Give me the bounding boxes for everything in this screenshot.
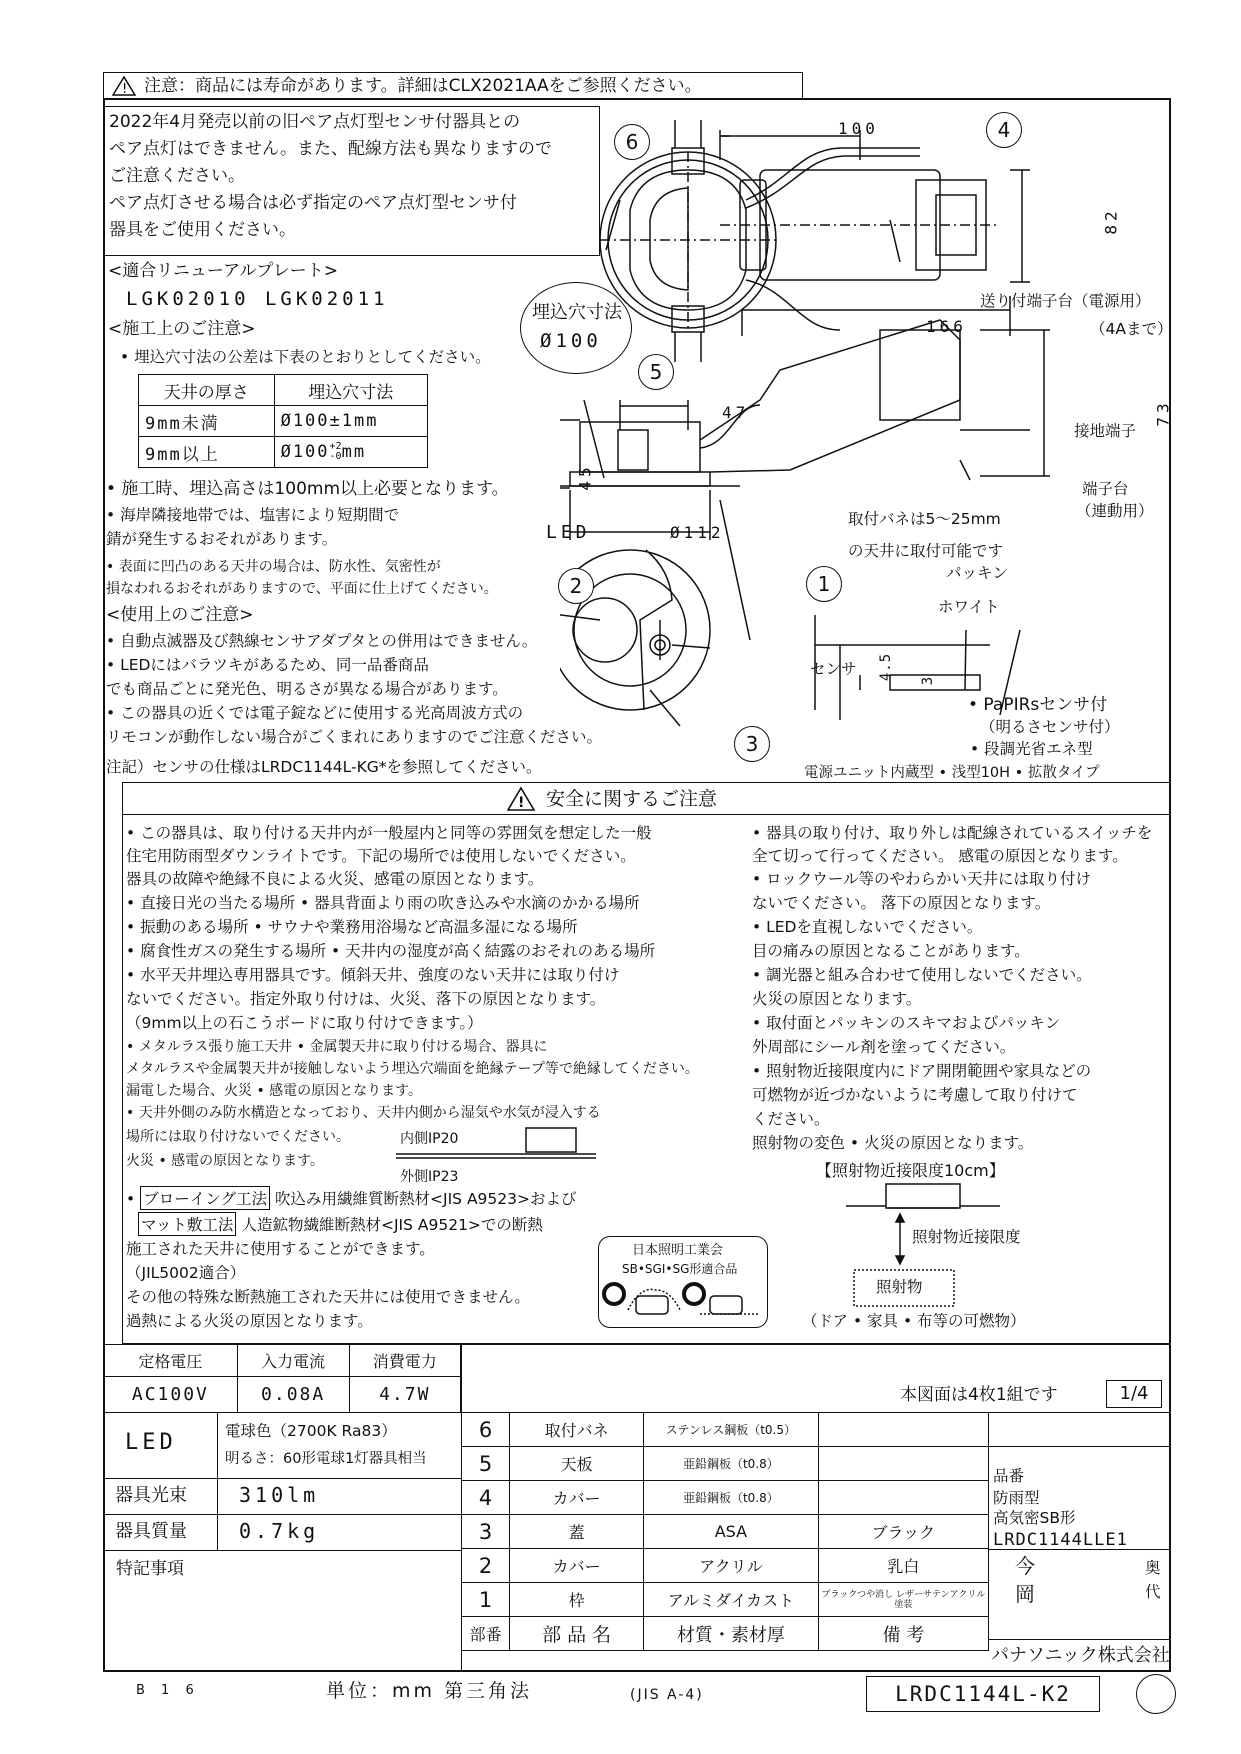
part2-material: アクリル	[644, 1549, 819, 1583]
tol-unit: mm	[341, 442, 367, 462]
insulation-icon	[600, 1280, 764, 1324]
safety-right-4: ないでください。 落下の原因となります。	[752, 894, 1051, 912]
spec-voltage: AC100V	[104, 1377, 238, 1413]
safety-right-10: 外周部にシール剤を塗ってください。	[752, 1038, 1016, 1056]
part6-material: ステンレス鋼板（t0.5）	[644, 1413, 819, 1447]
part2-name: カバー	[510, 1549, 644, 1583]
row2-hole	[274, 437, 427, 468]
construction-note-2: • 海岸隣接地帯では、塩害により短期間で	[106, 506, 400, 524]
part2-note: 乳白	[818, 1549, 988, 1583]
spec-flux-row	[103, 1478, 461, 1515]
top-notice-text: 注意：商品には寿命があります。詳細はCLX2021AAをご参照ください。	[144, 76, 702, 96]
part4-name: カバー	[510, 1481, 644, 1515]
part6-note	[818, 1413, 988, 1447]
spec-current: 0.08A	[237, 1377, 349, 1413]
blowing-method-tag: ブローイング工法	[140, 1186, 270, 1210]
safety-title-rule	[122, 814, 1170, 815]
spec-header-current: 入力電流	[237, 1345, 349, 1377]
product-type-1: 防雨型	[993, 1489, 1040, 1507]
blowing-text: 吹込み用繊維質断熱材<JIS A9523>および	[275, 1190, 577, 1208]
spec-led-divider	[217, 1412, 218, 1478]
usage-note-4: • この器具の近くでは電子錠などに使用する光高周波方式の	[106, 704, 524, 722]
pair-notice-box	[103, 106, 600, 256]
part1-material: アルミダイカスト	[644, 1583, 819, 1617]
renewal-models: LGK02010 LGK02011	[126, 288, 389, 310]
spring-label-2: の天井に取付可能です	[848, 542, 1004, 560]
after-3: その他の特殊な断熱施工された天井には使用できません。	[126, 1288, 530, 1306]
parts-header-material: 材質・素材厚	[644, 1617, 819, 1651]
spec-mass-label: 器具質量	[115, 1521, 187, 1542]
mat-text: 人造鉱物繊維断熱材<JIS A9521>での断熱	[241, 1216, 543, 1234]
svg-text:!: !	[122, 82, 128, 97]
part3-material: ASA	[644, 1515, 819, 1549]
part3-no: 3	[462, 1515, 510, 1549]
safety-right-1: • 器具の取り付け、取り外しは配線されているスイッチを	[752, 824, 1153, 842]
after-4: 過熱による火災の原因となります。	[126, 1312, 373, 1330]
part4-no: 4	[462, 1481, 510, 1515]
parts-header-note: 備 考	[818, 1617, 988, 1651]
dim-45: 45	[575, 463, 595, 491]
embed-label: 埋込穴寸法	[532, 302, 622, 323]
row2-thickness: 9mm以上	[139, 437, 275, 468]
safety-right-14: 照射物の変色 • 火災の原因となります。	[752, 1134, 1034, 1152]
construction-note-5: 損なわれるおそれがありますので、平面に仕上げてください。	[106, 581, 498, 597]
sign-3: 岡	[1015, 1582, 1035, 1606]
row2-tolerance	[330, 442, 342, 462]
callout-1: 1	[806, 566, 842, 602]
svg-text:!: !	[518, 795, 525, 811]
top-notice	[103, 72, 803, 99]
after-2: （JIL5002適合）	[126, 1264, 246, 1282]
mat-method-tag: マット敷工法	[138, 1212, 236, 1236]
terminal-link-label-2: （連動用）	[1076, 502, 1154, 520]
spec-mass-row	[103, 1514, 461, 1551]
usage-note-3: でも商品ごとに発光色、明るさが異なる場合があります。	[106, 680, 508, 698]
tol-sub: -0	[329, 451, 342, 462]
part5-note	[818, 1447, 988, 1481]
product-divider-1	[989, 1549, 1171, 1550]
part2-no: 2	[462, 1549, 510, 1583]
dim-3: 3	[920, 672, 937, 686]
safety-right-13: ください。	[752, 1110, 830, 1128]
spec-flux-divider	[217, 1478, 218, 1514]
ip-inner-label: 内側IP20	[400, 1131, 459, 1147]
callout-3: 3	[734, 726, 770, 762]
drawing-number: LRDC1144L-K2	[866, 1676, 1100, 1712]
safety-right-3: • ロックウール等のやわらかい天井には取り付け	[752, 870, 1091, 888]
terminal-link-label: 端子台	[1082, 480, 1129, 498]
product-block	[989, 1446, 1171, 1673]
callout-5: 5	[638, 354, 674, 390]
spec-flux-label: 器具光束	[115, 1485, 187, 1506]
product-divider-2	[989, 1639, 1171, 1640]
spec-power: 4.7W	[349, 1377, 460, 1413]
sensor-label: センサ	[810, 660, 857, 678]
dim-166: 166	[926, 317, 967, 336]
spring-label: 取付バネは5〜25mm	[848, 510, 1001, 528]
spec-mass-divider	[217, 1514, 218, 1550]
safety-left-6: • 腐食性ガスの発生する場所 • 天井内の湿度が高く結露のおそれのある場所	[126, 942, 656, 960]
embed-value: Ø100	[540, 330, 602, 352]
part3-note: ブラック	[818, 1515, 988, 1549]
dim-82: 82	[1101, 207, 1121, 235]
dim-4-5: 4.5	[878, 652, 895, 682]
feature-1: • PaPIRsセンサ付	[968, 695, 1108, 715]
construction-note-1: • 施工時、埋込高さは100mm以上必要となります。	[106, 479, 509, 499]
part5-no: 5	[462, 1447, 510, 1481]
jil-badge-label-2: SB•SGI•SG形適合品	[622, 1262, 738, 1276]
product-label: 品番	[993, 1467, 1025, 1485]
safety-right-6: 目の痛みの原因となることがあります。	[752, 942, 1030, 960]
dim-47: 47	[722, 403, 750, 422]
part3-name: 蓋	[510, 1515, 644, 1549]
jil-badge-label: 日本照明工業会	[632, 1243, 724, 1258]
company: パナソニック株式会社	[991, 1645, 1170, 1666]
safety-warning-icon	[507, 786, 535, 816]
part4-note	[818, 1481, 988, 1515]
construction-note-3: 錆が発生するおそれがあります。	[106, 530, 338, 548]
safety-left-12: 漏電した場合、火災 • 感電の原因となります。	[126, 1083, 423, 1099]
safety-left-3: 器具の故障や絶縁不良による火災、感電の原因となります。	[126, 870, 544, 888]
terminal-power-label: 送り付端子台（電源用）	[980, 292, 1151, 310]
th-hole: 埋込穴寸法	[274, 375, 427, 406]
row1-hole: Ø100±1mm	[274, 406, 427, 437]
usage-note-1: • 自動点滅器及び熱線センサアダプタとの併用はできません。	[106, 632, 538, 650]
footer-standard: (JIS A-4)	[630, 1687, 704, 1703]
safety-right-7: • 調光器と組み合わせて使用しないでください。	[752, 966, 1092, 984]
part1-note: ブラックつや消し レザーサテンアクリル塗装	[818, 1583, 988, 1617]
sheet-page: 1/4	[1106, 1380, 1162, 1408]
safety-right-2: 全て切って行ってください。 感電の原因となります。	[752, 847, 1128, 865]
safety-left-11: メタルラスや金属製天井が接触しないよう埋込穴端面を絶縁テープ等で絶縁してください。	[126, 1061, 699, 1077]
sign-4: 代	[1145, 1583, 1161, 1601]
pair-line-4: ペア点灯させる場合は必ず指定のペア点灯型センサ付	[109, 193, 517, 213]
feature-4: 電源ユニット内蔵型 • 浅型10H • 拡散タイプ	[804, 765, 1100, 781]
white-label: ホワイト	[938, 598, 1000, 616]
ip-diagram	[396, 1124, 596, 1168]
callout-2: 2	[558, 568, 594, 604]
dim-73: 73	[1153, 399, 1173, 427]
parts-header-name: 部 品 名	[510, 1617, 644, 1651]
part6-no: 6	[462, 1413, 510, 1447]
usage-note-2: • LEDにはバラツキがあるため、同一品番商品	[106, 656, 429, 674]
parts-header-no: 部番	[462, 1617, 510, 1651]
spec-header-voltage: 定格電圧	[104, 1345, 238, 1377]
safety-left-10: • メタルラス張り施工天井 • 金属製天井に取り付ける場合、器具に	[126, 1039, 548, 1055]
usage-title: <使用上のご注意>	[106, 605, 254, 625]
safety-left-1: • この器具は、取り付ける天井内が一般屋内と同等の雰囲気を想定した一般	[126, 824, 652, 842]
ip-outer-label: 外側IP23	[400, 1169, 459, 1185]
th-thickness: 天井の厚さ	[139, 375, 275, 406]
footer-code: B 1 6	[136, 1683, 200, 1698]
object-note: （ドア • 家具 • 布等の可燃物）	[802, 1312, 1026, 1330]
row2-hole-base: Ø100	[280, 442, 330, 462]
rated-spec-table	[103, 1344, 461, 1413]
safety-left-14: 場所には取り付けないでください。	[126, 1129, 350, 1145]
spec-led-row	[103, 1412, 461, 1479]
product-type-2: 高気密SB形	[993, 1509, 1076, 1527]
feature-2: （明るさセンサ付）	[980, 718, 1120, 736]
mat-row	[138, 1212, 543, 1236]
ground-label: 接地端子	[1074, 422, 1137, 440]
safety-right-9: • 取付面とパッキンのスキマおよびパッキン	[752, 1014, 1061, 1032]
blowing-bullet: •	[126, 1190, 136, 1208]
part1-no: 1	[462, 1583, 510, 1617]
tolerance-note: • 埋込穴寸法の公差は下表のとおりとしてください。	[120, 348, 491, 366]
renewal-title: <適合リニューアルプレート>	[108, 261, 338, 281]
revision-circle	[1136, 1674, 1176, 1714]
spec-flux: 310lm	[239, 1483, 320, 1507]
tol-sup: +2	[329, 441, 342, 452]
pair-line-5: 器具をご使用ください。	[109, 220, 296, 240]
pair-line-3: ご注意ください。	[109, 166, 245, 186]
part1-name: 枠	[510, 1583, 644, 1617]
construction-note-4: • 表面に凹凸のある天井の場合は、防水性、気密性が	[106, 559, 441, 575]
spec-led-brightness: 明るさ：60形電球1灯器具相当	[225, 1451, 427, 1467]
usage-note-5: リモコンが動作しない場合がごくまれにありますのでご注意ください。	[106, 728, 603, 746]
safety-right-12: 可燃物が近づかないように考慮して取り付けて	[752, 1086, 1078, 1104]
safety-left-2: 住宅用防雨型ダウンライトです。下記の場所では使用しないでください。	[126, 847, 636, 865]
packing-label: パッキン	[946, 564, 1008, 582]
row1-thickness: 9mm未満	[139, 406, 275, 437]
spec-led-label: LED	[125, 1430, 177, 1455]
footer-unit: 単位：mm 第三角法	[326, 1680, 533, 1702]
after-1: 施工された天井に使用することができます。	[126, 1240, 435, 1258]
usage-remark: 注記）センサの仕様はLRDC1144L-KG*を参照してください。	[106, 758, 542, 776]
feature-3: • 段調光省エネ型	[970, 740, 1093, 758]
object-label: 照射物	[876, 1278, 923, 1296]
part6-name: 取付バネ	[510, 1413, 644, 1447]
spec-header-power: 消費電力	[349, 1345, 460, 1377]
led-label: LED	[546, 522, 591, 543]
product-code: LRDC1144LLE1	[993, 1530, 1128, 1550]
safety-right-11: • 照射物近接限度内にドア開閉範囲や家具などの	[752, 1062, 1092, 1080]
safety-right-8: 火災の原因となります。	[752, 990, 922, 1008]
dim-100: 100	[838, 119, 879, 138]
limit-title: 【照射物近接限度10cm】	[816, 1161, 1005, 1180]
sheet-note: 本図面は4枚1組です	[900, 1385, 1058, 1405]
safety-left-13: • 天井外側のみ防水構造となっており、天井内側から湿気や水気が浸入する	[126, 1105, 601, 1121]
part4-material: 亜鉛鋼板（t0.8）	[644, 1481, 819, 1515]
blowing-row	[126, 1186, 576, 1210]
safety-title: 安全に関するご注意	[546, 788, 718, 810]
construction-title: <施工上のご注意>	[108, 319, 256, 339]
safety-left-7: • 水平天井埋込専用器具です。傾斜天井、強度のない天井には取り付け	[126, 966, 620, 984]
safety-left-15: 火災 • 感電の原因となります。	[126, 1153, 325, 1169]
pair-line-1: 2022年4月発売以前の旧ペア点灯型センサ付器具との	[109, 112, 521, 132]
safety-left-9: （9mm以上の石こうボードに取り付けできます。）	[126, 1014, 483, 1032]
spec-led-color: 電球色（2700K Ra83）	[225, 1422, 397, 1440]
part5-name: 天板	[510, 1447, 644, 1481]
terminal-power-limit: （4Aまで）	[1090, 320, 1173, 338]
safety-left-4: • 直接日光の当たる場所 • 器具背面より雨の吹き込みや水滴のかかる場所	[126, 894, 640, 912]
sign-2: 奥	[1145, 1559, 1161, 1577]
parts-table	[461, 1412, 989, 1651]
tolerance-table	[138, 374, 428, 468]
special-label: 特記事項	[116, 1559, 184, 1579]
callout-6: 6	[614, 124, 650, 160]
spec-mass: 0.7kg	[239, 1519, 320, 1543]
sign-1: 今	[1015, 1554, 1035, 1578]
limit-label: 照射物近接限度	[912, 1228, 1021, 1246]
pair-line-2: ペア点灯はできません。また、配線方法も異なりますので	[109, 139, 553, 159]
part5-material: 亜鉛鋼板（t0.8）	[644, 1447, 819, 1481]
safety-left-5: • 振動のある場所 • サウナや業務用浴場など高温多湿になる場所	[126, 918, 578, 936]
safety-left-8: ないでください。指定外取り付けは、火災、落下の原因となります。	[126, 990, 606, 1008]
callout-4: 4	[986, 112, 1022, 148]
dim-112: Ø112	[670, 523, 725, 542]
safety-right-5: • LEDを直視しないでください。	[752, 918, 983, 936]
